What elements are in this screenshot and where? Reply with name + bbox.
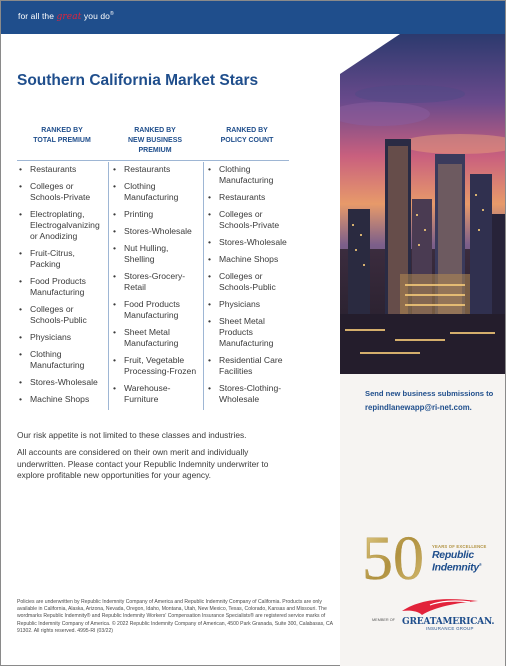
submission-email-link[interactable]: repindlanewapp@ri-net.com. <box>365 403 472 412</box>
legal-footer: Policies are underwritten by Republic Indemnity Company of America and Republic Indemnity Company of California. Products are only available in California, Alaska, Arizona, Nevada, Oregon, Idaho, Montana, Utah, New Mexico, Texas, Colorado, Kansas and Missouri. The wordmarks Republic Indemnity® and Republic Indemnity Workers' Compensation Insurance Specialists® are registered service marks of Republic Indemnity Company of America. © 2022 Republic Indemnity Company of American, 4500 Park Granada, Suite 300, Calabasas, CA 91302. All rights reserved. 4995-RI (03/22) <box>17 599 333 634</box>
fifty-years-logo <box>362 527 432 588</box>
list-item: • Colleges or Schools-Public <box>206 271 292 293</box>
list-item: • Residential Care Facilities <box>206 355 292 377</box>
list-item: • Stores-Wholesale <box>206 237 292 248</box>
appetite-note: Our risk appetite is not limited to these classes and industries. <box>17 430 247 440</box>
list-item: • Sheet Metal Products Manufacturing <box>206 316 292 349</box>
insurance-group-label: INSURANCE GROUP <box>426 626 474 631</box>
list-item: • Colleges or Schools-Private <box>206 209 292 231</box>
list-item: • Stores-Wholesale <box>111 226 201 237</box>
anniversary-number: 50 <box>362 527 424 583</box>
list-item: • Colleges or Schools-Public <box>17 304 106 326</box>
list-item: • Machine Shops <box>206 254 292 265</box>
list-item: • Restaurants <box>206 192 292 203</box>
city-skyline-photo <box>340 34 505 374</box>
list-item: • Fruit-Citrus, Packing <box>17 248 106 270</box>
great-american-logo: GREATAMERICAN. <box>402 617 495 627</box>
list-item: • Food Products Manufacturing <box>111 299 201 321</box>
list-total-premium <box>17 164 106 411</box>
column-divider <box>108 162 109 410</box>
submission-info: Send new business submissions to repindlanewapp@ri-net.com. <box>365 387 493 415</box>
list-item: • Warehouse-Furniture <box>111 383 201 405</box>
column-header-total-premium: RANKED BY TOTAL PREMIUM <box>33 127 91 144</box>
top-banner <box>1 1 505 34</box>
tagline-accent: great <box>56 12 82 22</box>
list-item: • Food Products Manufacturing <box>17 276 106 298</box>
list-item: • Clothing Manufacturing <box>17 349 106 371</box>
underwriting-note: All accounts are considered on their own merit and individually underwritten. Please contact your Republic Indemnity underwriter to explore profitable new opportunities for your agency. <box>17 447 269 480</box>
list-item: • Physicians <box>17 332 106 343</box>
header-divider <box>17 160 289 161</box>
list-item: • Stores-Clothing-Wholesale <box>206 383 292 405</box>
column-header-new-business: RANKED BY NEW BUSINESS PREMIUM <box>127 127 183 154</box>
list-item: • Nut Hulling, Shelling <box>111 243 201 265</box>
list-item: • Colleges or Schools-Private <box>17 181 106 203</box>
republic-indemnity-logo: Republic Indemnity® <box>432 549 482 574</box>
list-item: • Printing <box>111 209 201 220</box>
list-item: • Electroplating, Electrogalvanizing or Anodizing <box>17 209 106 242</box>
column-header-policy-count: RANKED BY POLICY COUNT <box>220 127 274 144</box>
column-divider <box>203 162 204 410</box>
list-item: • Stores-Grocery-Retail <box>111 271 201 293</box>
tagline: for all the great you do® <box>18 11 114 22</box>
list-item: • Clothing Manufacturing <box>206 164 292 186</box>
list-item: • Restaurants <box>17 164 106 175</box>
member-of-label: MEMBER OF <box>372 618 395 622</box>
list-item: • Restaurants <box>111 164 201 175</box>
list-item: • Fruit, Vegetable Processing-Frozen <box>111 355 201 377</box>
list-item: • Physicians <box>206 299 292 310</box>
list-new-business <box>111 164 201 411</box>
list-policy-count <box>206 164 292 411</box>
list-item: • Sheet Metal Manufacturing <box>111 327 201 349</box>
years-of-excellence: YEARS OF EXCELLENCE <box>432 544 487 549</box>
list-item: • Stores-Wholesale <box>17 377 106 388</box>
list-item: • Machine Shops <box>17 394 106 405</box>
page-title: Southern California Market Stars <box>17 72 259 89</box>
list-item: • Clothing Manufacturing <box>111 181 201 203</box>
